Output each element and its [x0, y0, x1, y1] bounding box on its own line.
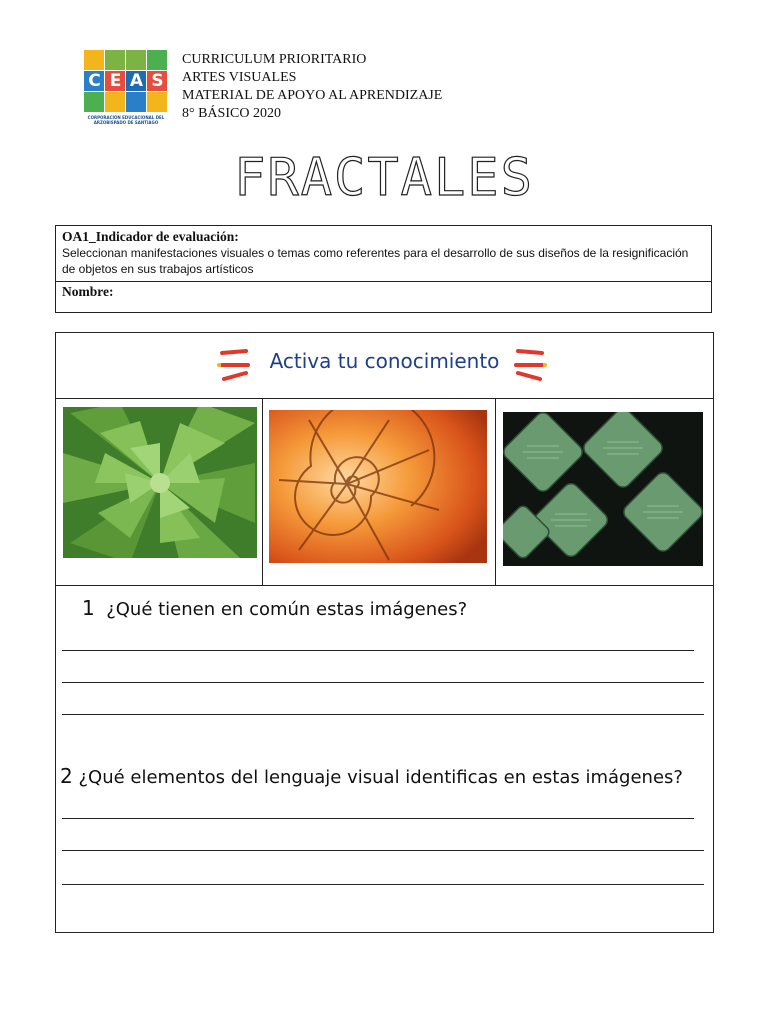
page-title: FRACTALES [234, 148, 534, 208]
image-row [56, 399, 713, 586]
answer-line[interactable] [62, 884, 704, 885]
evaluation-box [55, 225, 712, 313]
answer-line[interactable] [62, 850, 704, 851]
spark-right-icon [512, 345, 548, 389]
image-cell [496, 399, 713, 585]
questions-section [56, 586, 713, 934]
activity-header [56, 333, 713, 399]
evaluation-heading: OA1_Indicador de evaluación: [62, 229, 239, 244]
header-line: CURRICULUM PRIORITARIO [182, 52, 367, 67]
answer-line[interactable] [62, 714, 704, 715]
activity-title: Activa tu conocimiento [269, 349, 500, 373]
question-number: 2 [60, 764, 73, 788]
image-cell [56, 399, 263, 585]
logo-caption: ARZOBISPADO DE SANTIAGO [93, 120, 159, 125]
evaluation-description: Seleccionan manifestaciones visuales o temas como referentes para el desarrollo de sus diseños de la resignificación de objetos en sus trabajos artísticos [62, 246, 689, 276]
question-text: ¿Qué elementos del lenguaje visual identificas en estas imágenes? [78, 767, 683, 788]
header-line: MATERIAL DE APOYO AL APRENDIZAJE [182, 88, 443, 103]
activity-box [55, 332, 714, 933]
logo-letter: S [151, 71, 164, 91]
question-text: ¿Qué tienen en común estas imágenes? [106, 599, 468, 620]
ceas-logo [84, 50, 168, 125]
name-field-label: Nombre: [62, 284, 114, 299]
spiral-aloe-image [63, 407, 257, 558]
header-line: ARTES VISUALES [182, 70, 297, 85]
answer-line[interactable] [62, 682, 704, 683]
logo-caption: CORPORACIÓN EDUCACIONAL DEL [87, 115, 165, 120]
answer-line[interactable] [62, 650, 694, 651]
logo-letter: C [88, 71, 101, 91]
header-line: 8° BÁSICO 2020 [182, 106, 281, 121]
question-number: 1 [82, 596, 95, 620]
logo-letter: A [129, 71, 144, 91]
nautilus-shell-image [269, 410, 487, 563]
image-cell [263, 399, 495, 585]
document-header [182, 51, 442, 123]
crassula-plant-image [503, 412, 703, 566]
logo-letter: E [109, 71, 122, 91]
question-1 [82, 596, 467, 620]
question-2 [60, 764, 683, 788]
answer-line[interactable] [62, 818, 694, 819]
